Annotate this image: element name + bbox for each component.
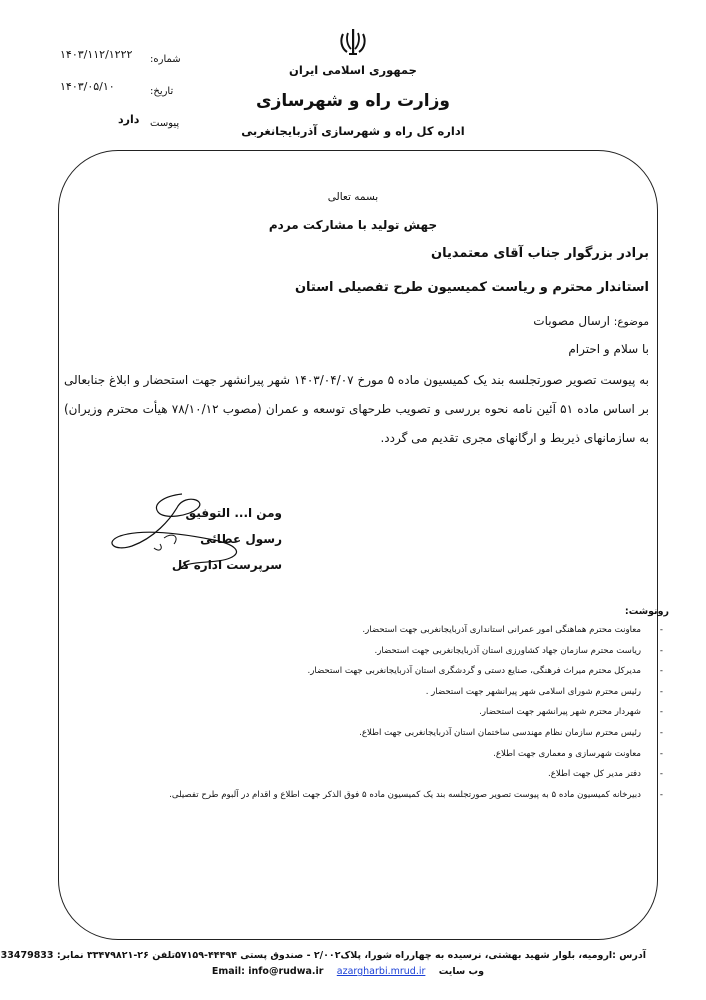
letter-body: به پیوست تصویر صورتجلسه بند یک کمیسیون ماده ۵ مورخ ۱۴۰۳/۰۴/۰۷ شهر پیرانشهر جهت استحضار و ابلاغ جنابعالی بر اساس ماده ۵۱ آئین نامه نحوه بررسی و تصویب طرحهای توسعه و عمران (مصوب ۷۸/۱۰/۱۲ هیأت محترم وزیران) به سازمانهای ذیربط و ارگانهای مجری تقدیم می گردد. — [64, 373, 650, 445]
subject-label: موضوع: — [613, 316, 649, 328]
letter-number-value: ۱۴۰۳/۱۱۲/۱۲۲۲ — [60, 48, 133, 61]
letter-date-label: تاریخ: — [150, 86, 174, 97]
slogan: جهش تولید با مشارکت مردم — [268, 218, 438, 232]
subject-line — [533, 314, 649, 328]
cc-item: - شهردار محترم شهر پیرانشهر جهت استحضار. — [69, 702, 669, 723]
attachment-label: پیوست — [150, 118, 180, 129]
basmala: بسمه تعالی — [327, 191, 379, 203]
cc-item: - مدیرکل محترم میراث فرهنگی، صنایع دستی و گردشگری استان آذربایجانغربی جهت استحضار. — [69, 661, 669, 682]
footer-address: آدرس :ارومیه، بلوار شهید بهشتی، نرسیده به چهارراه شورا، پلاک۲/۰۰۲ - صندوق پستی ۴۴۴۹۴-۵۷۱۵۹تلفن ۲۶-۳۳۴۷۹۸۲۱ نمابر: 33479833 — [0, 950, 646, 961]
letter-date-value: ۱۴۰۳/۰۵/۱۰ — [60, 80, 115, 93]
signature-name: رسول عطائی — [200, 532, 282, 546]
cc-item: - معاونت شهرسازی و معماری جهت اطلاع. — [69, 744, 669, 765]
recipient-line-2: استاندار محترم و ریاست کمیسیون طرح تفصیلی استان — [294, 280, 649, 295]
footer-website-link[interactable]: azargharbi.mrud.ir — [336, 966, 426, 977]
signature-closing: ومن ا... التوفیق — [185, 506, 282, 520]
country-name: جمهوری اسلامی ایران — [289, 63, 417, 77]
signature-title: سرپرست اداره کل — [171, 558, 282, 572]
cc-item: - معاونت محترم هماهنگی امور عمرانی استانداری آذربایجانغربی جهت استحضار. — [69, 620, 669, 641]
greeting: با سلام و احترام — [568, 342, 649, 356]
recipient-line-1: برادر بزرگوار جناب آقای معتمدیان — [431, 246, 649, 261]
letter-number-label: شماره: — [150, 54, 181, 65]
footer-web-row — [212, 966, 484, 977]
ministry-name: وزارت راه و شهرسازی — [255, 91, 450, 111]
cc-list — [69, 620, 669, 805]
footer-website-label: وب سایت — [438, 966, 484, 977]
cc-item: - دبیرخانه کمیسیون ماده ۵ به پیوست تصویر صورتجلسه بند یک کمیسیون ماده ۵ فوق الذکر جهت اطلاع و اقدام در آلبوم طرح تفصیلی. — [69, 785, 669, 806]
attachment-value: دارد — [118, 113, 140, 126]
cc-item: - رئیس محترم سازمان نظام مهندسی ساختمان استان آذربایجانغربی جهت اطلاع. — [69, 723, 669, 744]
cc-item: - ریاست محترم سازمان جهاد کشاورزی استان آذربایجانغربی جهت استحضار. — [69, 641, 669, 662]
cc-item: - رئیس محترم شورای اسلامی شهر پیرانشهر جهت استحضار . — [69, 682, 669, 703]
office-name: اداره کل راه و شهرسازی آذربایجانغربی — [241, 124, 465, 138]
cc-item: - دفتر مدیر کل جهت اطلاع. — [69, 764, 669, 785]
handwritten-signature — [94, 486, 264, 578]
footer-email: Email: info@rudwa.ir — [211, 966, 324, 977]
subject-value: ارسال مصوبات — [533, 314, 610, 328]
cc-title: رونوشت: — [624, 606, 669, 617]
iran-emblem-icon — [338, 28, 368, 56]
